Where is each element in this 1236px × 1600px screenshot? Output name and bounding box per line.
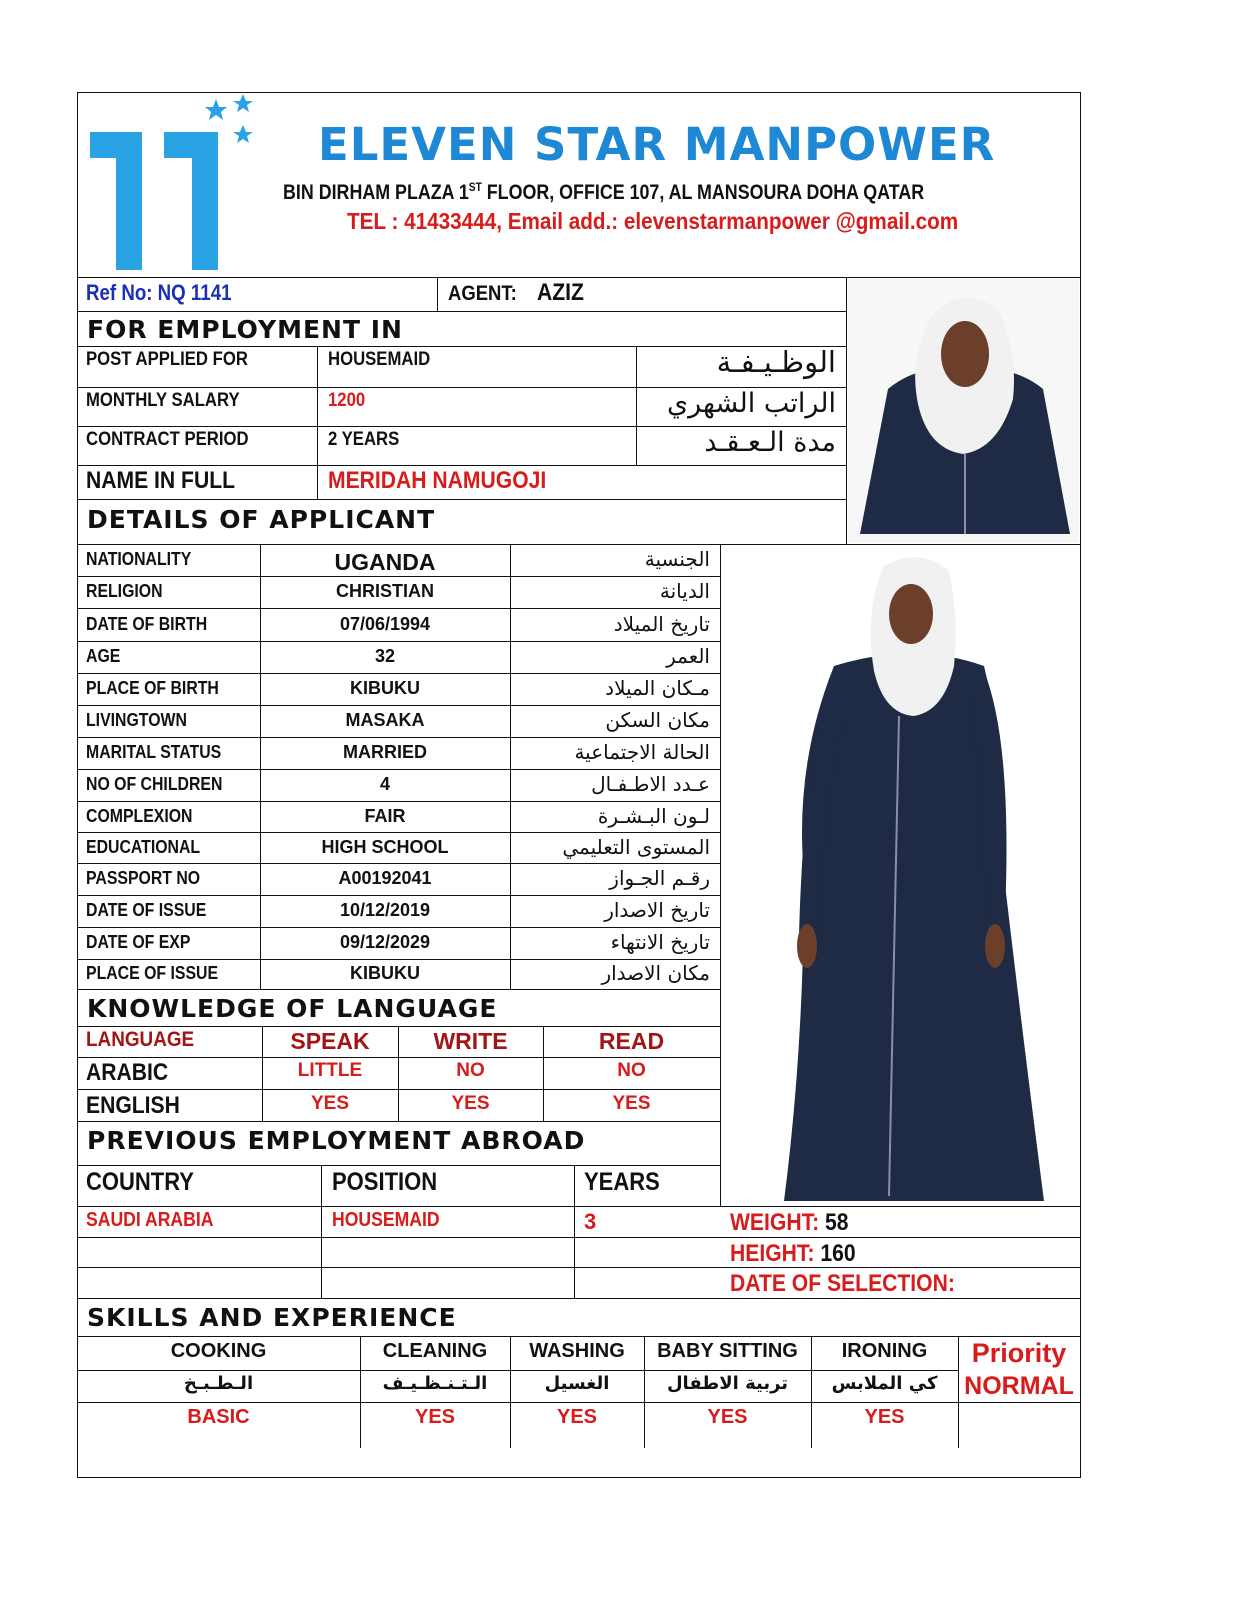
language-speak: YES — [310, 1093, 350, 1114]
section-title-details: DETAILS OF APPLICANT — [87, 505, 436, 534]
details-row — [77, 832, 720, 863]
employment-row-arabic: مدة الـعـقـد — [704, 427, 836, 458]
details-label: PLACE OF BIRTH — [86, 678, 219, 698]
company-contact: TEL : 41433444, Email add.: elevenstarmanpower @gmail.com — [347, 208, 959, 234]
details-value: HIGH SCHOOL — [321, 836, 449, 857]
previous-header: YEARS — [584, 1168, 660, 1196]
details-label: COMPLEXION — [86, 805, 193, 826]
skill-arabic: كي الملابس — [831, 1373, 938, 1394]
details-arabic: رقـم الجـواز — [609, 866, 710, 890]
agent-value: AZIZ — [537, 279, 584, 306]
details-label: PASSPORT NO — [86, 868, 201, 888]
applicant-full-body-photo — [724, 546, 1079, 1204]
skill-name: CLEANING — [382, 1340, 488, 1362]
star-icon — [205, 99, 227, 120]
details-label: LIVINGTOWN — [86, 710, 187, 730]
details-row — [77, 927, 720, 959]
details-label: MARITAL STATUS — [86, 742, 222, 762]
details-row — [77, 863, 720, 895]
employment-row-arabic: الوظـيـفـة — [716, 345, 836, 379]
skill-level: YES — [556, 1406, 598, 1428]
details-value: 32 — [374, 646, 396, 666]
language-read: NO — [617, 1060, 646, 1081]
weight-label: WEIGHT: — [730, 1209, 820, 1236]
weight-field — [730, 1209, 849, 1237]
applicant-portrait-photo — [848, 279, 1079, 543]
employment-row-label: MONTHLY SALARY — [86, 390, 240, 411]
language-header: READ — [598, 1028, 665, 1054]
skill-level: YES — [707, 1406, 748, 1428]
skill-arabic: الـتـنـظـيـف — [382, 1373, 488, 1394]
language-header: WRITE — [433, 1028, 508, 1054]
details-value: 4 — [379, 774, 390, 794]
details-label: DATE OF ISSUE — [86, 900, 207, 920]
details-label: AGE — [86, 646, 121, 666]
details-arabic: مكان السكن — [605, 708, 710, 732]
employment-row-value: HOUSEMAID — [328, 349, 431, 370]
details-value: A00192041 — [338, 868, 432, 888]
details-label: PLACE OF ISSUE — [86, 963, 219, 983]
details-arabic: مـكان الميلاد — [605, 676, 710, 700]
details-arabic: الحالة الاجتماعية — [574, 740, 710, 764]
details-value: 09/12/2029 — [339, 932, 431, 952]
height-label: HEIGHT: — [730, 1240, 815, 1267]
details-label: DATE OF BIRTH — [86, 613, 208, 634]
details-arabic: عـدد الاطـفـال — [591, 772, 710, 796]
star-icon — [233, 125, 253, 143]
details-arabic: الديانة — [659, 579, 710, 603]
details-value: MASAKA — [345, 710, 425, 730]
details-row — [77, 576, 720, 608]
language-write: YES — [451, 1093, 490, 1114]
applicant-full-name: MERIDAH NAMUGOJI — [328, 467, 547, 494]
details-value: KIBUKU — [350, 963, 420, 983]
details-label: DATE OF EXP — [86, 932, 191, 952]
details-arabic: المستوى التعليمي — [562, 834, 710, 859]
agent-label: AGENT: — [448, 282, 517, 305]
previous-years: 3 — [584, 1209, 597, 1234]
details-arabic: مكان الاصدار — [601, 961, 710, 985]
details-row — [77, 769, 720, 801]
details-label: RELIGION — [86, 581, 163, 601]
company-address: BIN DIRHAM PLAZA 1ST FLOOR, OFFICE 107, AL MANSOURA DOHA QATAR — [283, 180, 925, 204]
skill-arabic: تربية الاطفال — [666, 1373, 789, 1394]
details-row — [77, 959, 720, 989]
skill-level: YES — [864, 1406, 905, 1428]
employment-row-arabic: الراتب الشهري — [666, 388, 836, 419]
details-row — [77, 801, 720, 832]
section-title-skills: SKILLS AND EXPERIENCE — [87, 1303, 457, 1332]
details-row — [77, 895, 720, 927]
language-speak: LITTLE — [297, 1060, 363, 1081]
previous-country: SAUDI ARABIA — [86, 1209, 214, 1231]
name-in-full-label: NAME IN FULL — [86, 467, 235, 494]
language-name: ENGLISH — [86, 1092, 180, 1119]
previous-header: COUNTRY — [86, 1168, 194, 1196]
details-row — [77, 673, 720, 705]
employment-row-label: POST APPLIED FOR — [86, 349, 248, 370]
details-label: EDUCATIONAL — [86, 836, 201, 857]
weight-value: 58 — [825, 1209, 849, 1236]
skill-level: BASIC — [187, 1406, 250, 1428]
priority-label: Priority — [971, 1338, 1067, 1368]
details-row — [77, 641, 720, 673]
section-title-previous-employment: PREVIOUS EMPLOYMENT ABROAD — [87, 1126, 586, 1155]
ref-number: Ref No: NQ 1141 — [86, 280, 232, 305]
details-arabic: لـون البـشـرة — [597, 803, 710, 828]
company-logo — [86, 92, 266, 277]
previous-position: HOUSEMAID — [332, 1209, 440, 1231]
priority-value: NORMAL — [964, 1372, 1074, 1400]
skill-name: BABY SITTING — [657, 1340, 798, 1362]
details-row — [77, 608, 720, 641]
language-read: YES — [612, 1093, 651, 1114]
employment-row-label: CONTRACT PERIOD — [86, 429, 249, 450]
details-arabic: الجنسية — [644, 547, 710, 571]
details-value: KIBUKU — [350, 678, 420, 698]
star-icon — [233, 94, 253, 112]
skill-arabic: الغسيل — [544, 1373, 610, 1394]
details-value: UGANDA — [334, 549, 436, 575]
language-header: LANGUAGE — [86, 1028, 195, 1051]
details-value: 10/12/2019 — [339, 900, 431, 920]
skill-name: IRONING — [841, 1340, 928, 1362]
height-field — [730, 1240, 856, 1268]
details-arabic: تاريخ الميلاد — [613, 611, 710, 636]
skill-level: YES — [414, 1406, 456, 1428]
details-row — [77, 737, 720, 769]
section-title-employment: FOR EMPLOYMENT IN — [87, 315, 403, 344]
language-write: NO — [456, 1060, 485, 1081]
skill-name: COOKING — [170, 1340, 267, 1362]
details-label: NO OF CHILDREN — [86, 774, 223, 794]
date-of-selection-label: DATE OF SELECTION: — [730, 1270, 955, 1297]
skill-arabic: الـطـبـخ — [183, 1373, 254, 1394]
details-row — [77, 705, 720, 737]
employment-row-value: 1200 — [328, 390, 366, 411]
employment-row-value: 2 YEARS — [328, 429, 400, 450]
details-arabic: تاريخ الانتهاء — [610, 930, 710, 954]
height-value: 160 — [820, 1240, 856, 1267]
details-value: CHRISTIAN — [336, 581, 434, 601]
previous-header: POSITION — [332, 1168, 438, 1196]
details-row — [77, 544, 720, 576]
language-header: SPEAK — [290, 1028, 370, 1054]
details-label: NATIONALITY — [86, 549, 192, 569]
details-arabic: العمر — [666, 644, 710, 668]
section-title-language: KNOWLEDGE OF LANGUAGE — [87, 994, 498, 1023]
company-name: ELEVEN STAR MANPOWER — [318, 118, 996, 171]
language-name: ARABIC — [86, 1059, 169, 1086]
details-value: 07/06/1994 — [339, 613, 431, 634]
details-value: MARRIED — [343, 742, 427, 762]
details-value: FAIR — [364, 805, 406, 826]
skill-name: WASHING — [529, 1340, 625, 1362]
details-arabic: تاريخ الاصدار — [604, 898, 710, 922]
